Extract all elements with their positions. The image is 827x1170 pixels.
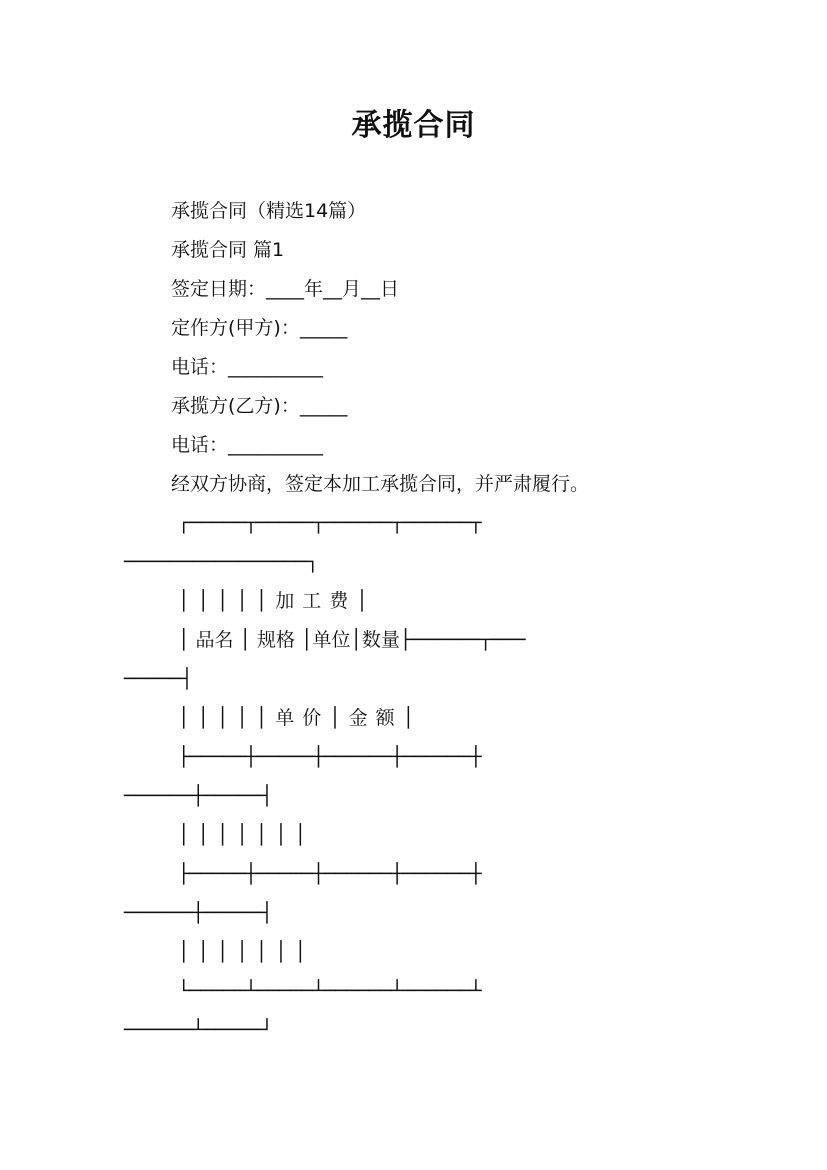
table-border-line: ──────┴─────┘ [124, 1019, 273, 1041]
party-a-phone-line: 电话：__________ [171, 356, 324, 378]
table-header-row: │ 品名 │ 规格 │单位│数量├──────┬─── [178, 629, 526, 651]
table-border-line: ┌─────┬─────┬──────┬──────┬ [178, 512, 482, 534]
table-border-line: └─────┴─────┴──────┴──────┴ [178, 980, 482, 1002]
table-border-line: ──────┼─────┤ [124, 902, 273, 924]
document-title: 承揽合同 [351, 108, 476, 143]
table-border-line: ├─────┼─────┼──────┼──────┼ [178, 863, 482, 885]
table-border-line: ──────┼─────┤ [124, 785, 273, 807]
table-border-line: ├─────┼─────┼──────┼──────┼ [178, 746, 482, 768]
party-a-line: 定作方(甲方)：_____ [171, 317, 348, 339]
table-border-line: ─────┤ [124, 668, 193, 690]
table-row: │││││││ [178, 824, 315, 846]
section-heading: 承揽合同 篇1 [171, 239, 285, 261]
table-border-line: ────────────────┐ [124, 551, 319, 573]
subtitle: 承揽合同（精选14篇） [171, 200, 367, 222]
table-row: │││││单价│金额│ [178, 707, 423, 729]
table-row: │││││││ [178, 941, 315, 963]
signing-date-line: 签定日期：____年__月__日 [171, 278, 400, 300]
party-b-line: 承揽方(乙方)：_____ [171, 395, 348, 417]
party-b-phone-line: 电话：__________ [171, 434, 324, 456]
table-row: │││││加工费│ [178, 590, 376, 612]
agreement-statement: 经双方协商，签定本加工承揽合同，并严肃履行。 [171, 473, 590, 495]
